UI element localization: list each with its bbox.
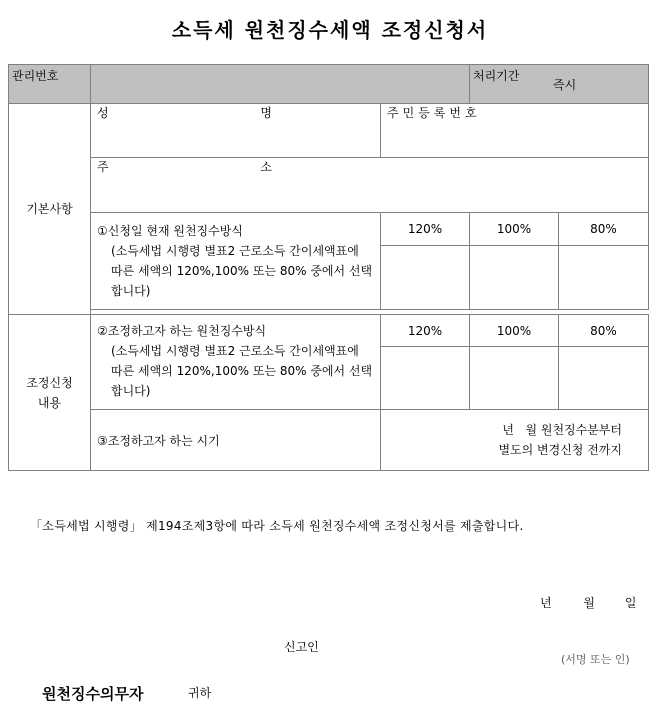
resident-no-field[interactable] — [381, 104, 649, 158]
date-month-label: 월 — [583, 596, 596, 610]
adjust-method-title: ②조정하고자 하는 원천징수방식 — [97, 324, 267, 338]
basic-check-120[interactable] — [381, 246, 470, 310]
recipient-name: 원천징수의무자 — [42, 685, 144, 703]
processing-period-value: 즉시 — [553, 78, 577, 92]
adjust-method-text — [91, 315, 381, 410]
name-label: 성 명 — [97, 106, 346, 120]
basic-section-label: 기본사항 — [9, 104, 91, 315]
address-row — [9, 158, 649, 213]
basic-method-desc-1: (소득세법 시행령 별표2 근로소득 간이세액표에 — [111, 244, 359, 258]
adjust-check-120[interactable] — [381, 347, 470, 410]
form-title: 소득세 원천징수세액 조정신청서 — [171, 18, 489, 42]
adjust-when-text-2: 별도의 변경신청 전까지 — [498, 443, 622, 457]
adjust-when-field[interactable] — [381, 410, 649, 471]
processing-period-label: 처리기간 — [473, 69, 520, 83]
basic-option-120: 120% — [381, 213, 470, 246]
resident-no-label: 주민등록번호 — [387, 106, 481, 120]
recipient-honorific: 귀하 — [188, 686, 212, 700]
adjust-option-100: 100% — [470, 315, 559, 347]
date-year-label: 년 — [540, 596, 552, 610]
address-label: 주 소 — [97, 160, 346, 174]
adjust-section-label: 조정신청 내용 — [9, 315, 91, 471]
adjust-method-desc-1: (소득세법 시행령 별표2 근로소득 간이세액표에 — [111, 344, 359, 358]
applicant-label: 신고인 — [284, 640, 319, 654]
name-field[interactable] — [91, 104, 381, 158]
date-day-label: 일 — [624, 596, 637, 610]
address-field[interactable] — [91, 158, 649, 213]
basic-method-text — [91, 213, 381, 310]
submission-date[interactable] — [540, 594, 636, 611]
adjust-method-desc-2: 따른 세액의 120%,100% 또는 80% 중에서 선택 — [111, 364, 373, 378]
header-row — [9, 65, 649, 104]
name-row — [9, 104, 649, 158]
basic-method-row — [9, 213, 649, 246]
signature-note: (서명 또는 인) — [561, 653, 630, 666]
adjust-check-80[interactable] — [559, 347, 649, 410]
basic-check-80[interactable] — [559, 246, 649, 310]
management-no-label: 관리번호 — [9, 65, 91, 104]
adjust-option-80: 80% — [559, 315, 649, 347]
basic-method-desc-2: 따른 세액의 120%,100% 또는 80% 중에서 선택 — [111, 264, 373, 278]
basic-option-80: 80% — [559, 213, 649, 246]
management-no-field[interactable] — [91, 65, 470, 104]
basic-option-100: 100% — [470, 213, 559, 246]
adjust-method-desc-3: 합니다) — [111, 384, 151, 398]
basic-method-title: ①신청일 현재 원천징수방식 — [97, 224, 243, 238]
application-form-table — [8, 64, 649, 471]
basic-check-100[interactable] — [470, 246, 559, 310]
adjust-check-100[interactable] — [470, 347, 559, 410]
basic-method-desc-3: 합니다) — [111, 284, 151, 298]
adjust-when-label: ③조정하고자 하는 시기 — [91, 410, 381, 471]
adjust-method-row — [9, 315, 649, 347]
adjust-option-120: 120% — [381, 315, 470, 347]
adjust-when-row — [9, 410, 649, 471]
legal-statement: 「소득세법 시행령」 제194조제3항에 따라 소득세 원천징수세액 조정신청서를 제출합니다. — [30, 519, 524, 533]
adjust-when-text-1: 년 월 원천징수분부터 — [502, 423, 622, 437]
processing-period-cell — [470, 65, 649, 104]
